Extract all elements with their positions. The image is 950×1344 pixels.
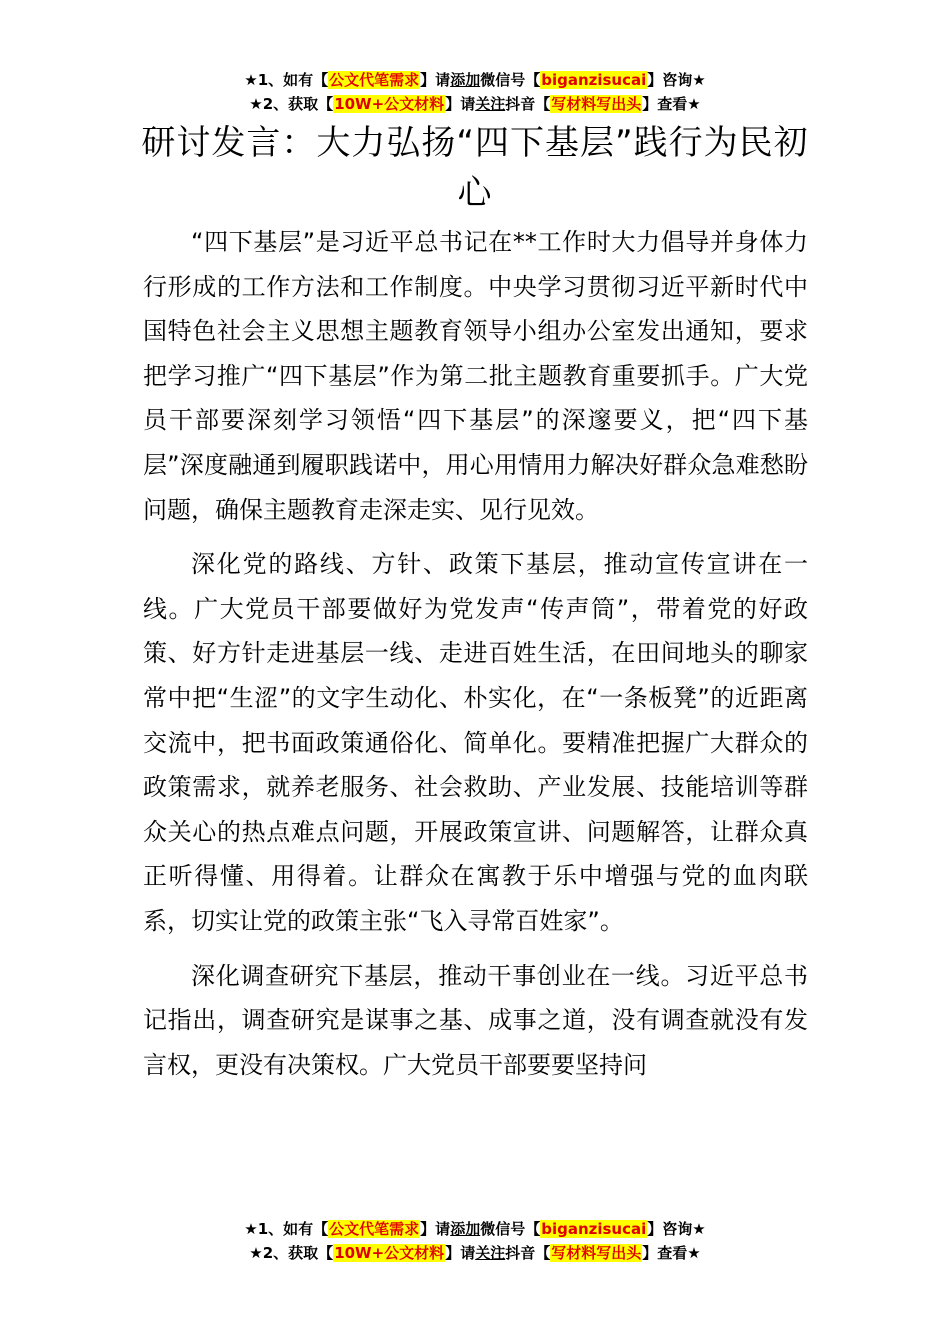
banner-highlight: 10W+公文材料 bbox=[334, 1244, 445, 1262]
banner-underline: 添加 bbox=[450, 1220, 481, 1238]
footer-banner bbox=[0, 1217, 950, 1265]
banner-highlight: 10W+公文材料 bbox=[334, 95, 445, 113]
banner-underline: 关注 bbox=[475, 1244, 506, 1262]
banner-underline: 添加 bbox=[450, 71, 481, 89]
footer-banner-line-1 bbox=[0, 1217, 950, 1241]
banner-text: 抖音【 bbox=[505, 95, 551, 113]
document-body bbox=[143, 220, 808, 1097]
banner-highlight: 写材料写出头 bbox=[551, 95, 642, 113]
document-title: 研讨发言：大力弘扬“四下基层”践行为民初心 bbox=[141, 123, 809, 213]
banner-text: 】咨询★ bbox=[647, 71, 706, 89]
banner-text: 】请 bbox=[445, 1244, 476, 1262]
header-banner bbox=[0, 68, 950, 116]
footer-banner-line-2 bbox=[0, 1241, 950, 1265]
header-banner-line-1 bbox=[0, 68, 950, 92]
paragraph: 深化党的路线、方针、政策下基层，推动宣传宣讲在一线。广大党员干部要做好为党发声“传声筒”，带着党的好政策、好方针走进基层一线、走进百姓生活，在田间地头的聊家常中把“生涩”的文字生动化、朴实化，在“一条板凳”的近距离交流中，把书面政策通俗化、简单化。要精准把握广大群众的政策需求，就养老服务、社会救助、产业发展、技能培训等群众关心的热点难点问题，开展政策宣讲、问题解答，让群众真正听得懂、用得着。让群众在寓教于乐中增强与党的血肉联系，切实让党的政策主张“飞入寻常百姓家”。 bbox=[143, 550, 808, 935]
banner-text: 抖音【 bbox=[505, 1244, 551, 1262]
header-banner-line-2 bbox=[0, 92, 950, 116]
banner-text: 】查看★ bbox=[642, 95, 701, 113]
banner-text: ★2、获取【 bbox=[249, 95, 334, 113]
banner-underline: 关注 bbox=[475, 95, 506, 113]
banner-highlight: 公文代笔需求 bbox=[329, 1220, 420, 1238]
banner-text: 】请 bbox=[420, 1220, 451, 1238]
banner-highlight: 写材料写出头 bbox=[551, 1244, 642, 1262]
banner-text: 微信号【 bbox=[480, 71, 541, 89]
banner-text: 】查看★ bbox=[642, 1244, 701, 1262]
banner-highlight: biganzisucai bbox=[541, 1220, 647, 1238]
banner-text: 】请 bbox=[445, 95, 476, 113]
banner-text: 微信号【 bbox=[480, 1220, 541, 1238]
banner-text: 】请 bbox=[420, 71, 451, 89]
banner-highlight: biganzisucai bbox=[541, 71, 647, 89]
banner-text: ★1、如有【 bbox=[244, 71, 329, 89]
paragraph: 深化调查研究下基层，推动干事创业在一线。习近平总书记指出，调查研究是谋事之基、成事之道，没有调查就没有发言权，更没有决策权。广大党员干部要要坚持问 bbox=[143, 961, 808, 1079]
banner-text: 】咨询★ bbox=[647, 1220, 706, 1238]
banner-text: ★1、如有【 bbox=[244, 1220, 329, 1238]
banner-highlight: 公文代笔需求 bbox=[329, 71, 420, 89]
banner-text: ★2、获取【 bbox=[249, 1244, 334, 1262]
paragraph: “四下基层”是习近平总书记在**工作时大力倡导并身体力行形成的工作方法和工作制度。中央学习贯彻习近平新时代中国特色社会主义思想主题教育领导小组办公室发出通知，要求把学习推广“四下基层”作为第二批主题教育重要抓手。广大党员干部要深刻学习领悟“四下基层”的深邃要义，把“四下基层”深度融通到履职践诺中，用心用情用力解决好群众急难愁盼问题，确保主题教育走深走实、见行见效。 bbox=[143, 228, 808, 524]
